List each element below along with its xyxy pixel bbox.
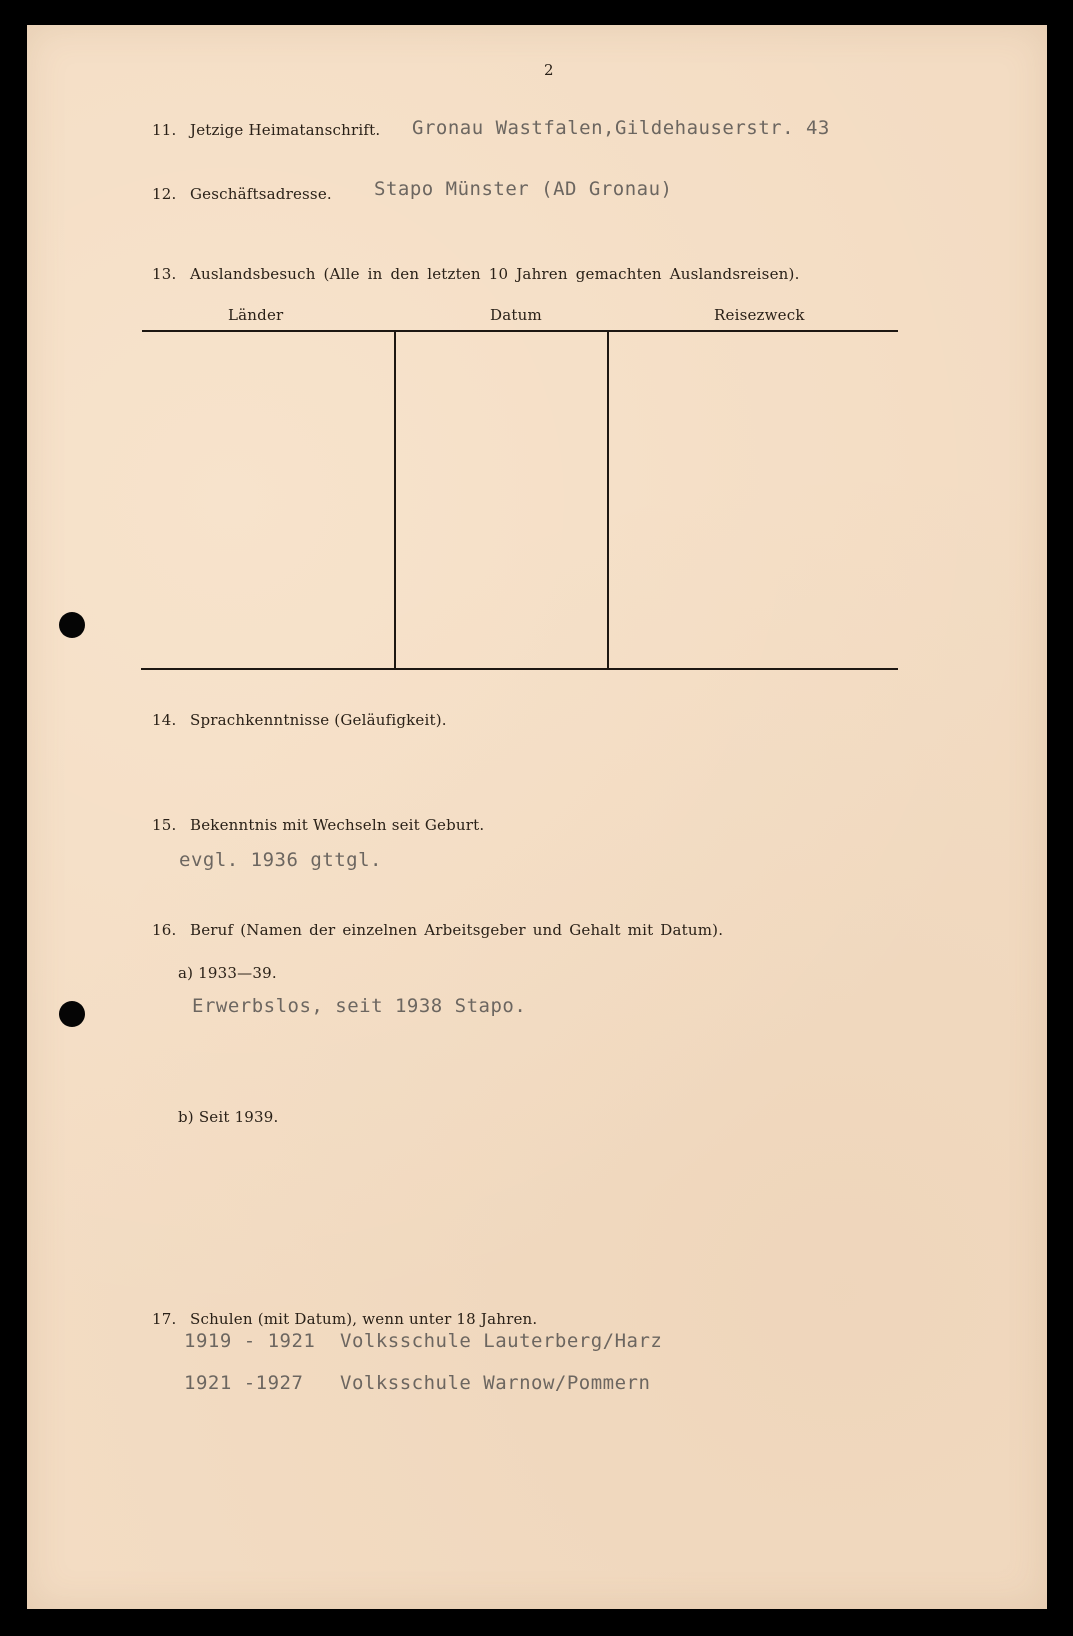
item-17-label: [152, 1310, 537, 1328]
item-12-text: Geschäftsadresse.: [190, 185, 332, 203]
item-17-school-1-name: Volksschule Lauterberg/Harz: [340, 1330, 663, 1352]
item-16a-label: a) 1933—39.: [178, 964, 277, 982]
item-14-text: Sprachkenntnisse (Geläufigkeit).: [190, 711, 447, 729]
item-14-label: [152, 711, 447, 729]
item-11-value: Gronau Wastfalen,Gildehauserstr. 43: [412, 117, 830, 139]
item-17-text: Schulen (mit Datum), wenn unter 18 Jahren.: [190, 1310, 538, 1328]
item-12-value: Stapo Münster (AD Gronau): [374, 178, 673, 200]
item-14-number: 14.: [152, 711, 177, 729]
table-header-date: Datum: [490, 306, 542, 324]
item-11-label: [152, 121, 380, 139]
table-divider-2: [607, 332, 609, 669]
punch-hole-upper: [59, 612, 85, 638]
item-13-text: Auslandsbesuch (Alle in den letzten 10 Jahren gemachten Auslandsreisen).: [190, 265, 800, 283]
item-12-number: 12.: [152, 185, 177, 203]
item-16-label: [152, 921, 723, 939]
item-15-number: 15.: [152, 816, 177, 834]
item-11-number: 11.: [152, 121, 177, 139]
table-header-countries: Länder: [228, 306, 284, 324]
item-17-school-2-name: Volksschule Warnow/Pommern: [340, 1372, 651, 1394]
item-13-label: [152, 265, 800, 283]
punch-hole-lower: [59, 1001, 85, 1027]
item-17-school-1-years: 1919 - 1921: [184, 1330, 316, 1352]
item-17-number: 17.: [152, 1310, 177, 1328]
table-divider-1: [394, 332, 396, 669]
item-17-school-2-years: 1921 -1927: [184, 1372, 304, 1394]
item-13-number: 13.: [152, 265, 177, 283]
document-page: [27, 25, 1047, 1609]
item-16b-label: b) Seit 1939.: [178, 1108, 279, 1126]
item-15-label: [152, 816, 484, 834]
item-15-value: evgl. 1936 gttgl.: [179, 849, 382, 871]
table-bottom-rule: [141, 668, 898, 670]
item-11-text: Jetzige Heimatanschrift.: [190, 121, 381, 139]
item-16-number: 16.: [152, 921, 177, 939]
table-top-rule: [142, 330, 898, 332]
item-12-label: [152, 185, 332, 203]
item-16a-value: Erwerbslos, seit 1938 Stapo.: [192, 995, 527, 1017]
item-16-text: Beruf (Namen der einzelnen Arbeitsgeber und Gehalt mit Datum).: [190, 921, 724, 939]
item-15-text: Bekenntnis mit Wechseln seit Geburt.: [190, 816, 485, 834]
page-number: 2: [544, 61, 554, 79]
table-header-purpose: Reisezweck: [714, 306, 805, 324]
